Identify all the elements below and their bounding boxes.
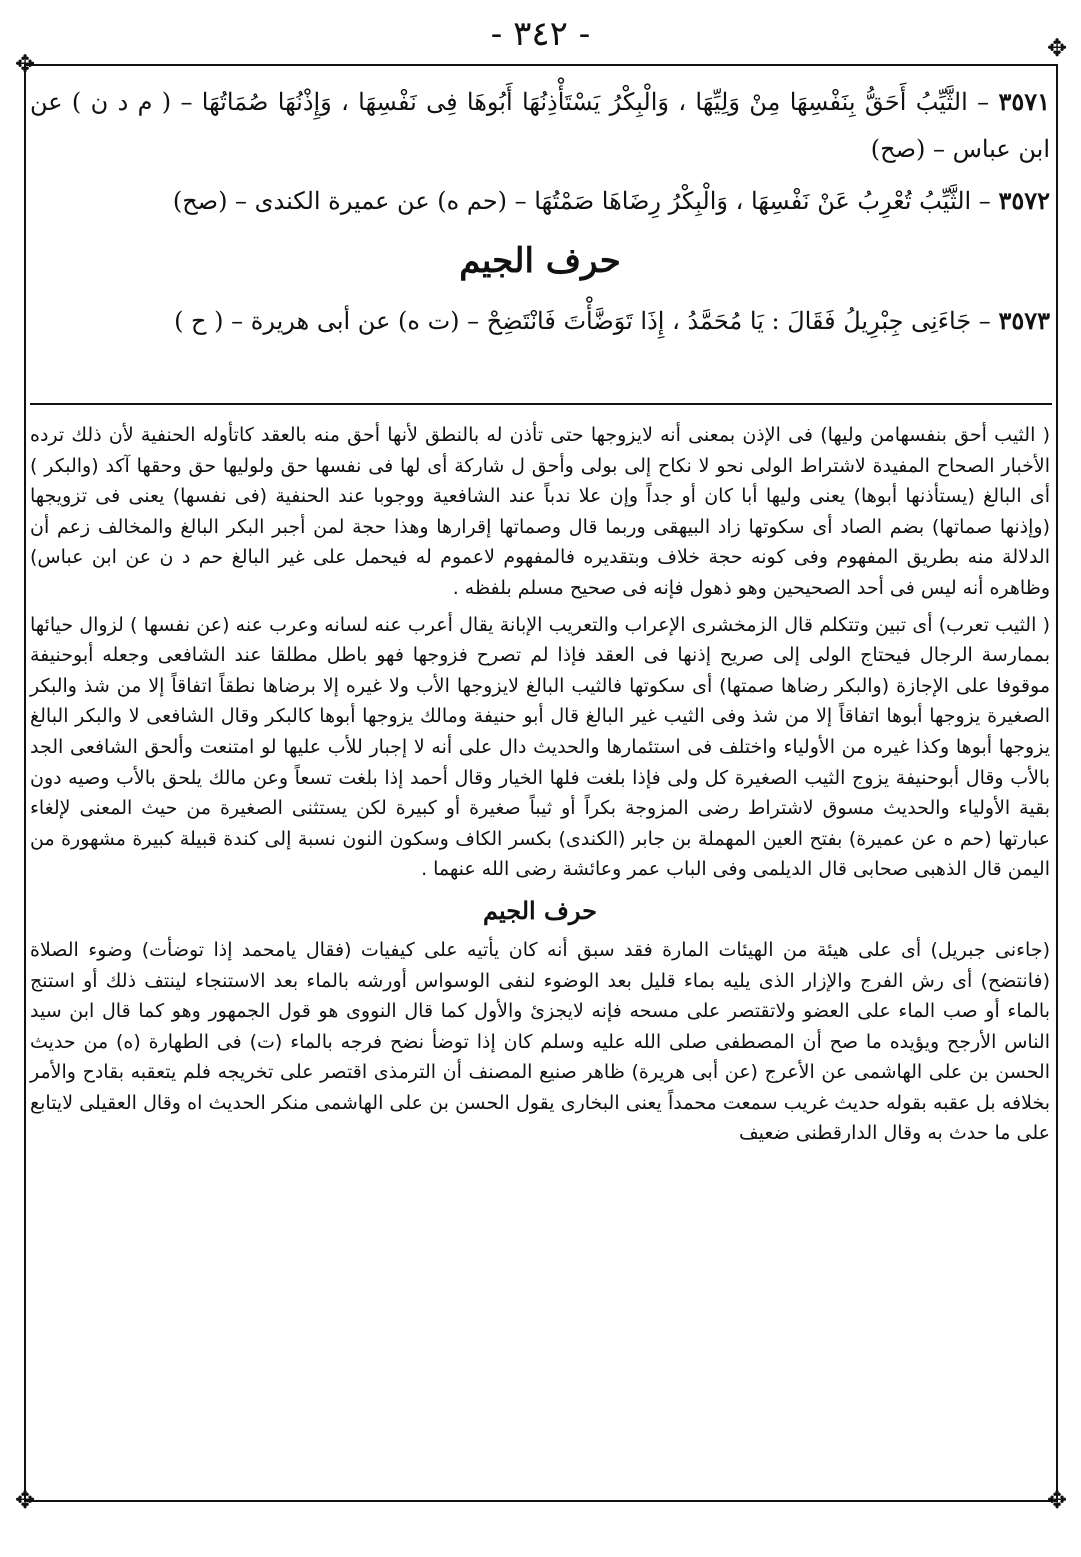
hadith-entry — [30, 297, 1050, 345]
floral-ornament-icon: ✥ — [1046, 1486, 1068, 1514]
hadith-number: ٣٥٧١ — [998, 87, 1051, 116]
commentary-section — [30, 420, 1050, 1155]
frame-right-line — [1056, 64, 1058, 1502]
hadith-number: ٣٥٧٢ — [998, 186, 1050, 215]
frame-bottom-line — [24, 1500, 1058, 1502]
commentary-sub-heading: حرف الجيم — [483, 895, 597, 925]
hadith-entry — [30, 177, 1050, 225]
floral-ornament-icon: ✥ — [14, 50, 36, 78]
floral-ornament-icon: ✥ — [14, 1486, 36, 1514]
floral-ornament-icon: ✥ — [1046, 34, 1068, 62]
frame-left-line — [24, 64, 26, 1502]
hadith-text: – الثَّيِّبُ تُعْرِبُ عَنْ نَفْسِهَا ، وَالْبِكْرُ رِضَاهَا صَمْتُهَا – (حم ه) عن عميرة الكندى – (صح) — [172, 187, 991, 215]
commentary-paragraph: (جاءنى جبريل) أى على هيئة من الهيئات المارة فقد سبق أنه كان يأتيه على كيفيات (فقال يامحمد إذا توضأت) وضوء الصلاة (فانتضح) أى رش الفرج والإزار الذى يليه بماء قليل بعد الوضوء لنفى الوسواس أورشه بالماء بعد الاستنجاء لينتف ذلك أو استنج بالماء أو صب الماء على العضو ولاتقتصر على مسحه فإنه لايجزئ والأول كما قال النووى هو قول الجمهور وهو كما قال ابن سيد الناس الأرجح ويؤيده ما صح أن المصطفى صلى الله عليه وسلم كان إذا توضأ نضح فرجه بالماء (ت) فى الطهارة (ه) من حديث الحسن بن على الهاشمى عن الأعرج (عن أبى هريرة) ظاهر صنيع المصنف أن الترمذى اقتصر على تخريجه فلم يتعقبه بقادح والأمر بخلافه بل عقبه بقوله حديث غريب سمعت محمداً يعنى البخارى يقول الحسن بن على الهاشمى منكر الحديث اه وقال العقيلى لايتابع على ما حدث به وقال الدارقطنى ضعيف — [30, 938, 1050, 1145]
section-divider — [30, 403, 1052, 405]
section-heading: حرف الجيم — [459, 241, 621, 281]
hadith-entry — [30, 78, 1050, 173]
commentary-paragraph: ( الثيب أحق بنفسهامن وليها) فى الإذن بمعنى أنه لايزوجها حتى تأذن له بالنطق لأنها أحق منه بالعقد كاتأوله الحنفية لأن ذلك ترده الأخبار الصحاح المفيدة لاشتراط الولى نحو لا نكاح إلى بولى وأحق ل شاركة أى لها فى نفسها حق ولوليها حق وحقها آكد (والبكر ) أى البالغ (يستأذنها أبوها) يعنى وليها أبا كان أو جداً وإن علا ندباً عند الشافعية ووجوبا عند الحنفية (فى نفسها) يعنى فى تزويجها (وإذنها صماتها) بضم الصاد أى سكوتها زاد البيهقى وربما قال وصماتها إقرارها وهذا حجة لمن أجبر البكر البالغ والمخالف زعم أن الدلالة منه بطريق المفهوم وفى كونه حجة خلاف وبتقديره فالمفهوم لاعموم له فيحمل على غير البالغ حم د ن عن ابن عباس) وظاهره أنه ليس فى أحد الصحيحين وهو ذهول فإنه فى صحيح مسلم بلفظه . — [30, 424, 1050, 599]
frame-top-line — [24, 64, 1058, 66]
commentary-paragraph: ( الثيب تعرب) أى تبين وتتكلم قال الزمخشرى الإعراب والتعريب الإبانة يقال أعرب عنه لسانه وعرب عنه (عن نفسها ) لزوال حيائها بممارسة الرجال فيحتاج الولى إلى صريح إذنها فى العقد فإذا لم تصرح فزوجها فهو باطل مطلقا عند الشافعى وجعله أبوحنيفة موقوفا على الإجازة (والبكر رضاها صمتها) أى سكوتها فالثيب البالغ لايزوجها الأب ولا غيره إلا برضاها نطقاً اتفاقاً إلا من شذ والبكر الصغيرة يزوجها أبوها اتفاقاً إلا من شذ وفى الثيب غير البالغ قال أبو حنيفة ومالك يزوجها أبوها كالبكر وقال الشافعى لا والبكر البالغ يزوجها أبوها وكذا غيره من الأولياء واختلف فى استئمارها والحديث دال على أنه لا إجبار للأب عليها لو امتنعت وألحق الشافعى الجد بالأب وقال أبوحنيفة يزوج الثيب الصغيرة كل ولى فإذا بلغت فلها الخيار وقال أحمد إذا بلغت تسعاً وعن مالك يلحق بالأب وصيه دون بقية الأولياء والحديث مسوق لاشتراط رضى المزوجة بكراً أو ثيباً صغيرة أو كبيرة لكن يستثنى الصغيرة من حيث المعنى لإلغاء عبارتها (حم ه عن عميرة) بفتح العين المهملة بن جابر (الكندى) بكسر الكاف وسكون النون نسبة إلى كندة قبيلة كبيرة مشهورة من اليمن قال الذهبى صحابى قال الديلمى وفى الباب عمر وعائشة رضى الله عنهما . — [30, 613, 1050, 881]
hadith-section — [30, 78, 1050, 349]
hadith-text: – جَاءَنِى جِبْرِيلُ فَقَالَ : يَا مُحَمَّدُ ، إِذَا تَوَضَّأْتَ فَانْتَضِحْ – (ت ه) عن أبى هريرة – ( ح ) — [174, 307, 991, 335]
hadith-text: – الثَّيِّبُ أَحَقُّ بِنَفْسِهَا مِنْ وَلِيِّهَا ، وَالْبِكْرُ يَسْتَأْذِنُهَا أَبُوهَا فِى نَفْسِهَا ، وَإِذْنُهَا صُمَاتُهَا – ( م د ن ) عن ابن عباس – (صح) — [30, 88, 1050, 163]
hadith-number: ٣٥٧٣ — [998, 306, 1050, 335]
page-number: - ٣٤٢ - — [490, 14, 591, 54]
